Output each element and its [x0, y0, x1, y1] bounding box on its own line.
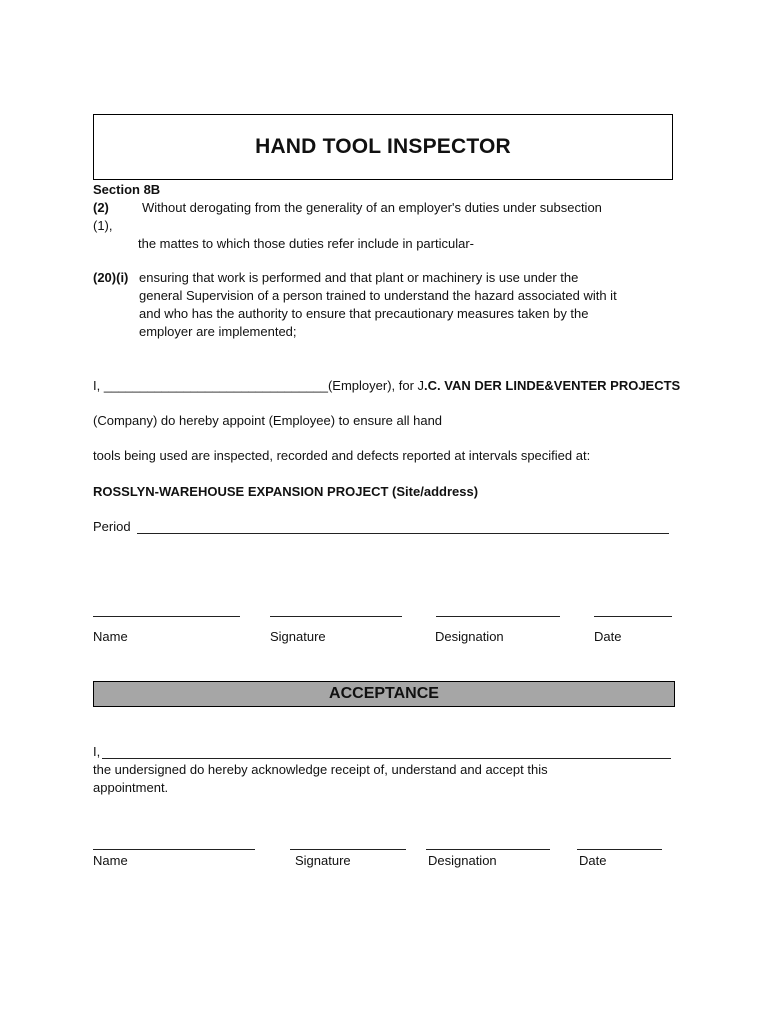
clause-20-number: (20)(i) [93, 270, 129, 285]
clause-2-number: (2) [93, 200, 109, 215]
designation-label: Designation [435, 629, 504, 644]
clause-20-line: general Supervision of a person trained to understand the hazard associated with it [139, 288, 617, 303]
acceptance-line-3: appointment. [93, 780, 169, 795]
clause-2-text: Without derogating from the generality of an employer's duties under subsection [142, 200, 602, 215]
acceptance-date-line[interactable] [577, 849, 662, 850]
appointment-line-1 [93, 378, 680, 394]
acceptance-designation-line[interactable] [426, 849, 550, 850]
clause-2-line-2: the mattes to which those duties refer include in particular- [138, 236, 475, 251]
clause-20-line: and who has the authority to ensure that precautionary measures taken by the [139, 306, 589, 321]
appointment-employer-text: I, _______________________________(Employer), for J [93, 378, 425, 393]
title-box [93, 114, 673, 180]
acceptance-name-label: Name [93, 853, 128, 868]
signature-line[interactable] [270, 616, 402, 617]
clause-20-line: employer are implemented; [139, 324, 297, 339]
name-signature-line[interactable] [93, 616, 240, 617]
acceptance-designation-label: Designation [428, 853, 497, 868]
acceptance-heading: ACCEPTANCE [329, 685, 439, 702]
period-label: Period [93, 519, 131, 534]
acceptance-signature-label: Signature [295, 853, 351, 868]
appointment-line-3: tools being used are inspected, recorded and defects reported at intervals specified at: [93, 448, 591, 463]
clause-20-line: ensuring that work is performed and that plant or machinery is use under the [139, 270, 579, 285]
date-label: Date [594, 629, 622, 644]
date-line[interactable] [594, 616, 672, 617]
acceptance-name-line[interactable] [102, 758, 671, 759]
acceptance-signature-line[interactable] [290, 849, 406, 850]
section-heading: Section 8B [93, 182, 161, 197]
appointment-line-2: (Company) do hereby appoint (Employee) to ensure all hand [93, 413, 443, 428]
acceptance-banner [93, 681, 675, 707]
acceptance-prefix: I, [93, 744, 101, 759]
company-name: .C. VAN DER LINDE&VENTER PROJECTS [424, 378, 681, 393]
designation-line[interactable] [436, 616, 560, 617]
signature-label: Signature [270, 629, 326, 644]
document-title: HAND TOOL INSPECTOR [255, 135, 511, 158]
acceptance-line-2: the undersigned do hereby acknowledge receipt of, understand and accept this [93, 762, 548, 777]
clause-2-continuation: (1), [93, 218, 113, 233]
site-address: ROSSLYN-WAREHOUSE EXPANSION PROJECT (Site/address) [93, 484, 479, 499]
acceptance-date-label: Date [579, 853, 607, 868]
name-label: Name [93, 629, 128, 644]
period-field-line[interactable] [137, 533, 669, 534]
acceptance-name-sign-line[interactable] [93, 849, 255, 850]
